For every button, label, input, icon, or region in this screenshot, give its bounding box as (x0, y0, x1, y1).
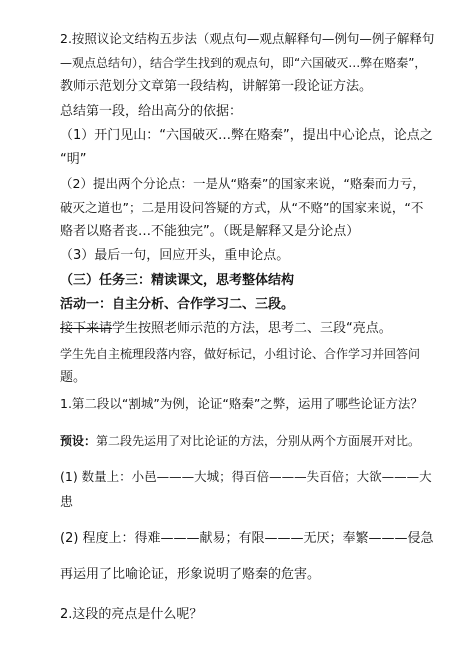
text-line: 赂者以赂者丧…不能独完”。（既是解释又是分论点） (60, 224, 360, 239)
text-line: 教师示范划分文章第一段结构，讲解第一段论证方法。 (60, 79, 373, 94)
preset-label: 预设： (60, 434, 97, 448)
text-line: (2) 程度上：得难———献易；有限———无厌；奉繁———侵急 (60, 531, 434, 546)
text-line: 患 (60, 495, 74, 510)
text-line: （1）开门见山：“六国破灭…弊在赂秦”，提出中心论点，论点之 (60, 128, 433, 143)
text-line: 破灭之道也”；二是用设问答疑的方式，从“不赂”的国家来说，“不 (60, 200, 424, 215)
activity-heading: 活动一：自主分析、合作学习二、三段。 (60, 297, 295, 312)
text-line: （2）提出两个分论点：一是从“赂秦”的国家来说，“赂秦而力亏， (60, 176, 425, 191)
text-line: 2.按照议论文结构五步法（观点句—观点解释句—例句—例子解释句 (60, 31, 435, 46)
text-line: 总结第一段，给出高分的依据： (60, 104, 243, 119)
text-line (60, 432, 420, 450)
text-line: (1) 数量上：小邑———大城；得百倍———失百倍；大欲———大 (60, 469, 432, 484)
question-line: 2.这段的亮点是什么呢？ (60, 607, 203, 622)
text-line: 题。 (60, 370, 87, 385)
text-line: “明” (60, 152, 87, 167)
struck-text: 接下来请 (60, 321, 113, 336)
text-line: —观点总结句），结合学生找到的观点句，即“六国破灭…弊在赂秦”， (60, 56, 427, 70)
text-line (60, 320, 392, 338)
question-line: 1.第二段以“割城”为例，论证“赂秦”之弊，运用了哪些论证方法？ (60, 396, 423, 411)
text-fragment: 第二段先运用了对比论证的方法，分别从两个方面展开对比。 (96, 434, 421, 448)
text-line: 学生先自主梳理段落内容，做好标记，小组讨论、合作学习并回答问 (60, 347, 421, 361)
section-heading: （三）任务三：精读课文，思考整体结构 (60, 273, 295, 288)
text-line: 再运用了比喻论证，形象说明了赂秦的危害。 (60, 567, 321, 582)
text-fragment: 学生按照老师示范的方法，思考二、三段“亮点。 (112, 321, 392, 336)
text-line: （3）最后一句，回应开头，重申论点。 (60, 248, 290, 263)
